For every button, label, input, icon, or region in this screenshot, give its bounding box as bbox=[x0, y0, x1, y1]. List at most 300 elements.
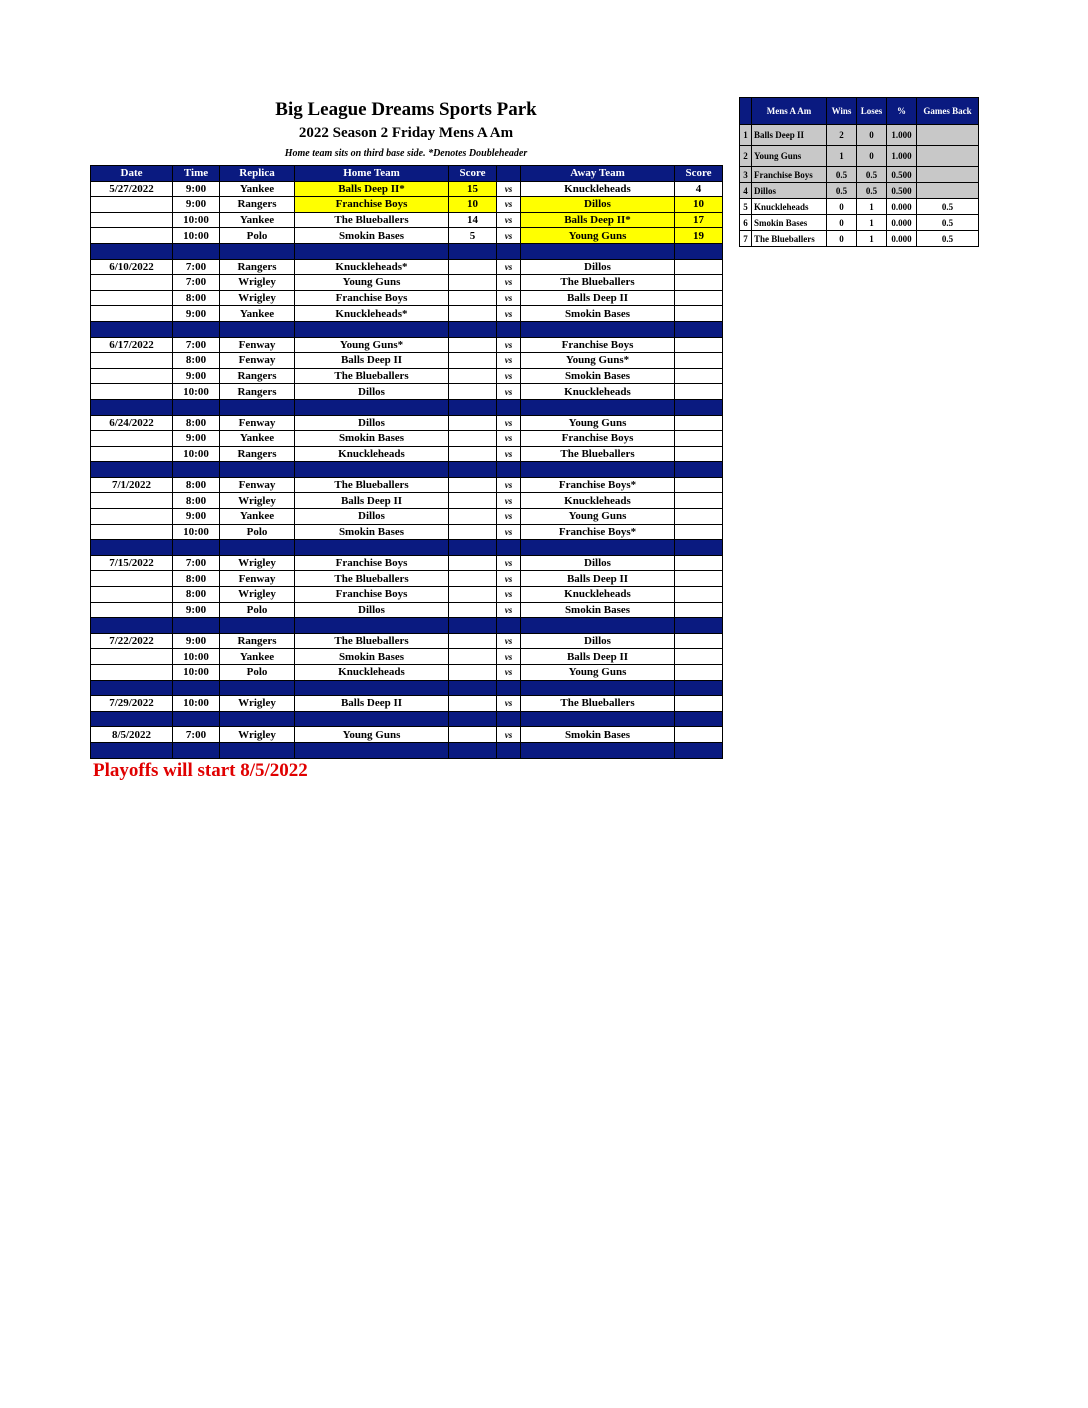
home-score: 14 bbox=[449, 212, 497, 228]
standings-loses: 1 bbox=[857, 199, 887, 215]
game-date bbox=[91, 212, 173, 228]
game-field: Polo bbox=[220, 665, 295, 681]
game-field: Rangers bbox=[220, 259, 295, 275]
game-field: Rangers bbox=[220, 368, 295, 384]
separator-cell bbox=[675, 618, 723, 634]
game-field: Yankee bbox=[220, 649, 295, 665]
separator-cell bbox=[173, 618, 220, 634]
game-field: Rangers bbox=[220, 446, 295, 462]
game-row bbox=[91, 353, 723, 369]
game-row bbox=[91, 181, 723, 197]
game-time: 10:00 bbox=[173, 384, 220, 400]
game-row bbox=[91, 633, 723, 649]
game-date bbox=[91, 384, 173, 400]
standings-wins: 0 bbox=[827, 215, 857, 231]
standings-row bbox=[740, 146, 979, 167]
game-field: Yankee bbox=[220, 212, 295, 228]
standings-team: Young Guns bbox=[752, 146, 827, 167]
away-team: Young Guns* bbox=[521, 353, 675, 369]
home-score bbox=[449, 555, 497, 571]
standings-team: Knuckleheads bbox=[752, 199, 827, 215]
away-score bbox=[675, 477, 723, 493]
game-row bbox=[91, 602, 723, 618]
home-score bbox=[449, 306, 497, 322]
game-field: Wrigley bbox=[220, 696, 295, 712]
vs-label: vs bbox=[497, 259, 521, 275]
separator-cell bbox=[521, 399, 675, 415]
away-score bbox=[675, 649, 723, 665]
col-time-header: Time bbox=[173, 166, 220, 182]
col-date-header: Date bbox=[91, 166, 173, 182]
game-field: Fenway bbox=[220, 353, 295, 369]
standings-division-header: Mens A Am bbox=[752, 98, 827, 125]
home-score: 15 bbox=[449, 181, 497, 197]
standings-rank: 2 bbox=[740, 146, 752, 167]
away-score bbox=[675, 493, 723, 509]
game-time: 7:00 bbox=[173, 259, 220, 275]
separator-cell bbox=[173, 711, 220, 727]
separator-cell bbox=[173, 243, 220, 259]
game-time: 7:00 bbox=[173, 275, 220, 291]
standings-row bbox=[740, 215, 979, 231]
home-team: Balls Deep II bbox=[295, 493, 449, 509]
standings-row bbox=[740, 183, 979, 199]
standings-games-back bbox=[917, 167, 979, 183]
away-score bbox=[675, 509, 723, 525]
home-score bbox=[449, 633, 497, 649]
separator-cell bbox=[497, 540, 521, 556]
game-time: 10:00 bbox=[173, 696, 220, 712]
game-row bbox=[91, 384, 723, 400]
separator-cell bbox=[295, 399, 449, 415]
separator-cell bbox=[675, 680, 723, 696]
home-score bbox=[449, 493, 497, 509]
separator-cell bbox=[295, 540, 449, 556]
game-row bbox=[91, 509, 723, 525]
col-away-team-header: Away Team bbox=[521, 166, 675, 182]
standings-rank: 1 bbox=[740, 125, 752, 146]
away-team: Franchise Boys* bbox=[521, 524, 675, 540]
home-score bbox=[449, 275, 497, 291]
game-row bbox=[91, 275, 723, 291]
away-score bbox=[675, 633, 723, 649]
home-score bbox=[449, 431, 497, 447]
game-time: 10:00 bbox=[173, 212, 220, 228]
separator-cell bbox=[295, 680, 449, 696]
away-score bbox=[675, 696, 723, 712]
standings-body bbox=[740, 125, 979, 247]
away-score bbox=[675, 571, 723, 587]
separator-cell bbox=[521, 540, 675, 556]
vs-label: vs bbox=[497, 212, 521, 228]
game-date: 7/1/2022 bbox=[91, 477, 173, 493]
schedule-body bbox=[91, 181, 723, 758]
game-time: 10:00 bbox=[173, 649, 220, 665]
game-field: Wrigley bbox=[220, 587, 295, 603]
vs-label: vs bbox=[497, 368, 521, 384]
game-field: Rangers bbox=[220, 197, 295, 213]
away-team: Balls Deep II bbox=[521, 571, 675, 587]
game-row bbox=[91, 337, 723, 353]
away-score bbox=[675, 415, 723, 431]
home-team: Franchise Boys bbox=[295, 290, 449, 306]
away-score bbox=[675, 306, 723, 322]
separator-cell bbox=[173, 680, 220, 696]
home-score bbox=[449, 587, 497, 603]
home-team: Balls Deep II* bbox=[295, 181, 449, 197]
separator-cell bbox=[91, 618, 173, 634]
away-score: 4 bbox=[675, 181, 723, 197]
standings-team: Balls Deep II bbox=[752, 125, 827, 146]
vs-label: vs bbox=[497, 337, 521, 353]
standings-pct: 1.000 bbox=[887, 146, 917, 167]
standings-games-back bbox=[917, 183, 979, 199]
home-score: 10 bbox=[449, 197, 497, 213]
standings-pct: 0.500 bbox=[887, 183, 917, 199]
separator-cell bbox=[295, 462, 449, 478]
away-team: Smokin Bases bbox=[521, 727, 675, 743]
separator-cell bbox=[220, 540, 295, 556]
game-row bbox=[91, 696, 723, 712]
vs-label: vs bbox=[497, 524, 521, 540]
home-score bbox=[449, 368, 497, 384]
game-date bbox=[91, 665, 173, 681]
standings-row bbox=[740, 167, 979, 183]
game-date: 6/17/2022 bbox=[91, 337, 173, 353]
standings-row bbox=[740, 125, 979, 146]
standings-loses: 1 bbox=[857, 231, 887, 247]
game-row bbox=[91, 587, 723, 603]
away-team: Franchise Boys* bbox=[521, 477, 675, 493]
home-score bbox=[449, 524, 497, 540]
standings-pct: 0.000 bbox=[887, 231, 917, 247]
playoffs-notice: Playoffs will start 8/5/2022 bbox=[93, 760, 308, 781]
separator-cell bbox=[295, 243, 449, 259]
standings-pct: 0.000 bbox=[887, 215, 917, 231]
home-team: Smokin Bases bbox=[295, 524, 449, 540]
away-score bbox=[675, 259, 723, 275]
away-score bbox=[675, 337, 723, 353]
standings-wins: 2 bbox=[827, 125, 857, 146]
separator-cell bbox=[675, 243, 723, 259]
game-time: 8:00 bbox=[173, 290, 220, 306]
game-field: Wrigley bbox=[220, 290, 295, 306]
standings-rank-header bbox=[740, 98, 752, 125]
away-team: Young Guns bbox=[521, 228, 675, 244]
game-date bbox=[91, 197, 173, 213]
standings-loses-header: Loses bbox=[857, 98, 887, 125]
standings-team: Smokin Bases bbox=[752, 215, 827, 231]
standings-rank: 6 bbox=[740, 215, 752, 231]
separator-cell bbox=[675, 462, 723, 478]
game-row bbox=[91, 727, 723, 743]
away-team: The Blueballers bbox=[521, 275, 675, 291]
game-field: Wrigley bbox=[220, 555, 295, 571]
vs-label: vs bbox=[497, 197, 521, 213]
separator-cell bbox=[295, 618, 449, 634]
game-time: 9:00 bbox=[173, 306, 220, 322]
game-time: 9:00 bbox=[173, 431, 220, 447]
home-score: 5 bbox=[449, 228, 497, 244]
separator-cell bbox=[220, 618, 295, 634]
standings-wins: 0 bbox=[827, 231, 857, 247]
away-team: Balls Deep II* bbox=[521, 212, 675, 228]
separator-cell bbox=[497, 618, 521, 634]
game-row bbox=[91, 368, 723, 384]
home-score bbox=[449, 337, 497, 353]
away-team: Knuckleheads bbox=[521, 181, 675, 197]
home-team: Dillos bbox=[295, 384, 449, 400]
separator-cell bbox=[449, 540, 497, 556]
page-subtitle: 2022 Season 2 Friday Mens A Am bbox=[298, 125, 514, 141]
vs-label: vs bbox=[497, 509, 521, 525]
home-team: Young Guns* bbox=[295, 337, 449, 353]
separator-cell bbox=[449, 462, 497, 478]
separator-cell bbox=[91, 680, 173, 696]
standings-rank: 3 bbox=[740, 167, 752, 183]
week-separator bbox=[91, 711, 723, 727]
home-score bbox=[449, 727, 497, 743]
separator-cell bbox=[497, 399, 521, 415]
vs-label: vs bbox=[497, 602, 521, 618]
game-time: 7:00 bbox=[173, 337, 220, 353]
separator-cell bbox=[521, 711, 675, 727]
separator-cell bbox=[497, 321, 521, 337]
home-team: Knuckleheads* bbox=[295, 259, 449, 275]
away-team: Dillos bbox=[521, 259, 675, 275]
game-time: 8:00 bbox=[173, 477, 220, 493]
separator-cell bbox=[220, 399, 295, 415]
standings-pct-header: % bbox=[887, 98, 917, 125]
separator-cell bbox=[449, 742, 497, 758]
game-date bbox=[91, 509, 173, 525]
standings-games-back bbox=[917, 125, 979, 146]
game-date: 7/15/2022 bbox=[91, 555, 173, 571]
game-date bbox=[91, 587, 173, 603]
separator-cell bbox=[173, 742, 220, 758]
separator-cell bbox=[91, 462, 173, 478]
separator-cell bbox=[173, 540, 220, 556]
away-score bbox=[675, 602, 723, 618]
separator-cell bbox=[220, 711, 295, 727]
away-team: Smokin Bases bbox=[521, 368, 675, 384]
home-score bbox=[449, 665, 497, 681]
home-team: Knuckleheads* bbox=[295, 306, 449, 322]
home-team: The Blueballers bbox=[295, 633, 449, 649]
away-team: Balls Deep II bbox=[521, 649, 675, 665]
game-date: 7/29/2022 bbox=[91, 696, 173, 712]
away-team: The Blueballers bbox=[521, 446, 675, 462]
vs-label: vs bbox=[497, 181, 521, 197]
separator-cell bbox=[449, 399, 497, 415]
separator-cell bbox=[497, 243, 521, 259]
separator-cell bbox=[173, 399, 220, 415]
away-team: Franchise Boys bbox=[521, 337, 675, 353]
separator-cell bbox=[220, 462, 295, 478]
game-row bbox=[91, 415, 723, 431]
away-team: Franchise Boys bbox=[521, 431, 675, 447]
away-score bbox=[675, 275, 723, 291]
vs-label: vs bbox=[497, 571, 521, 587]
away-score bbox=[675, 368, 723, 384]
away-team: Knuckleheads bbox=[521, 587, 675, 603]
week-separator bbox=[91, 680, 723, 696]
game-time: 9:00 bbox=[173, 197, 220, 213]
separator-cell bbox=[173, 321, 220, 337]
game-field: Fenway bbox=[220, 571, 295, 587]
home-team: Knuckleheads bbox=[295, 665, 449, 681]
game-row bbox=[91, 259, 723, 275]
separator-cell bbox=[675, 711, 723, 727]
separator-cell bbox=[497, 742, 521, 758]
away-team: Young Guns bbox=[521, 509, 675, 525]
separator-cell bbox=[521, 321, 675, 337]
away-team: Dillos bbox=[521, 197, 675, 213]
game-row bbox=[91, 228, 723, 244]
col-away-score-header: Score bbox=[675, 166, 723, 182]
standings-loses: 0 bbox=[857, 125, 887, 146]
standings-rank: 5 bbox=[740, 199, 752, 215]
separator-cell bbox=[295, 711, 449, 727]
vs-label: vs bbox=[497, 665, 521, 681]
game-row bbox=[91, 197, 723, 213]
away-score bbox=[675, 446, 723, 462]
home-team: Dillos bbox=[295, 509, 449, 525]
standings-games-back: 0.5 bbox=[917, 199, 979, 215]
standings-wins-header: Wins bbox=[827, 98, 857, 125]
separator-cell bbox=[449, 711, 497, 727]
separator-cell bbox=[521, 243, 675, 259]
game-date: 8/5/2022 bbox=[91, 727, 173, 743]
away-score bbox=[675, 431, 723, 447]
separator-cell bbox=[449, 680, 497, 696]
home-score bbox=[449, 571, 497, 587]
home-team: Young Guns bbox=[295, 275, 449, 291]
vs-label: vs bbox=[497, 290, 521, 306]
week-separator bbox=[91, 399, 723, 415]
home-score bbox=[449, 384, 497, 400]
vs-label: vs bbox=[497, 649, 521, 665]
home-team: The Blueballers bbox=[295, 212, 449, 228]
standings-wins: 1 bbox=[827, 146, 857, 167]
game-row bbox=[91, 524, 723, 540]
home-team: Young Guns bbox=[295, 727, 449, 743]
vs-label: vs bbox=[497, 587, 521, 603]
away-team: Young Guns bbox=[521, 415, 675, 431]
separator-cell bbox=[521, 462, 675, 478]
away-score bbox=[675, 587, 723, 603]
game-field: Wrigley bbox=[220, 275, 295, 291]
home-score bbox=[449, 290, 497, 306]
home-team: The Blueballers bbox=[295, 368, 449, 384]
game-field: Yankee bbox=[220, 181, 295, 197]
vs-label: vs bbox=[497, 431, 521, 447]
home-team: Smokin Bases bbox=[295, 431, 449, 447]
away-team: Smokin Bases bbox=[521, 602, 675, 618]
standings-pct: 0.000 bbox=[887, 199, 917, 215]
away-score: 19 bbox=[675, 228, 723, 244]
away-team: The Blueballers bbox=[521, 696, 675, 712]
game-time: 8:00 bbox=[173, 415, 220, 431]
game-row bbox=[91, 477, 723, 493]
page-title: Big League Dreams Sports Park bbox=[275, 99, 537, 120]
week-separator bbox=[91, 243, 723, 259]
standings-rank: 7 bbox=[740, 231, 752, 247]
schedule-table bbox=[90, 165, 723, 759]
home-team: Franchise Boys bbox=[295, 197, 449, 213]
game-row bbox=[91, 493, 723, 509]
separator-cell bbox=[449, 243, 497, 259]
game-date bbox=[91, 275, 173, 291]
vs-label: vs bbox=[497, 727, 521, 743]
game-date bbox=[91, 524, 173, 540]
game-date bbox=[91, 368, 173, 384]
game-time: 9:00 bbox=[173, 633, 220, 649]
standings-loses: 0 bbox=[857, 146, 887, 167]
home-team: Dillos bbox=[295, 415, 449, 431]
vs-label: vs bbox=[497, 477, 521, 493]
standings-games-back bbox=[917, 146, 979, 167]
game-date bbox=[91, 571, 173, 587]
away-score bbox=[675, 665, 723, 681]
separator-cell bbox=[675, 540, 723, 556]
separator-cell bbox=[497, 711, 521, 727]
game-row bbox=[91, 571, 723, 587]
vs-label: vs bbox=[497, 633, 521, 649]
standings-row bbox=[740, 231, 979, 247]
vs-label: vs bbox=[497, 493, 521, 509]
week-separator bbox=[91, 321, 723, 337]
game-date: 7/22/2022 bbox=[91, 633, 173, 649]
separator-cell bbox=[295, 321, 449, 337]
separator-cell bbox=[91, 711, 173, 727]
game-field: Yankee bbox=[220, 509, 295, 525]
home-score bbox=[449, 649, 497, 665]
away-team: Dillos bbox=[521, 633, 675, 649]
away-score bbox=[675, 384, 723, 400]
standings-row bbox=[740, 199, 979, 215]
game-field: Rangers bbox=[220, 633, 295, 649]
game-date bbox=[91, 649, 173, 665]
separator-cell bbox=[91, 742, 173, 758]
home-score bbox=[449, 509, 497, 525]
separator-cell bbox=[91, 540, 173, 556]
home-team: Smokin Bases bbox=[295, 228, 449, 244]
standings-pct: 1.000 bbox=[887, 125, 917, 146]
game-time: 10:00 bbox=[173, 665, 220, 681]
standings-table bbox=[739, 97, 979, 247]
home-team: Balls Deep II bbox=[295, 696, 449, 712]
week-separator bbox=[91, 540, 723, 556]
separator-cell bbox=[91, 243, 173, 259]
home-team: Dillos bbox=[295, 602, 449, 618]
game-row bbox=[91, 665, 723, 681]
game-time: 9:00 bbox=[173, 602, 220, 618]
separator-cell bbox=[449, 618, 497, 634]
game-field: Yankee bbox=[220, 431, 295, 447]
game-row bbox=[91, 431, 723, 447]
vs-label: vs bbox=[497, 353, 521, 369]
vs-label: vs bbox=[497, 696, 521, 712]
game-time: 7:00 bbox=[173, 555, 220, 571]
separator-cell bbox=[675, 321, 723, 337]
away-team: Dillos bbox=[521, 555, 675, 571]
away-score bbox=[675, 524, 723, 540]
game-field: Rangers bbox=[220, 384, 295, 400]
home-score bbox=[449, 477, 497, 493]
standings-loses: 0.5 bbox=[857, 167, 887, 183]
standings-team: The Blueballers bbox=[752, 231, 827, 247]
